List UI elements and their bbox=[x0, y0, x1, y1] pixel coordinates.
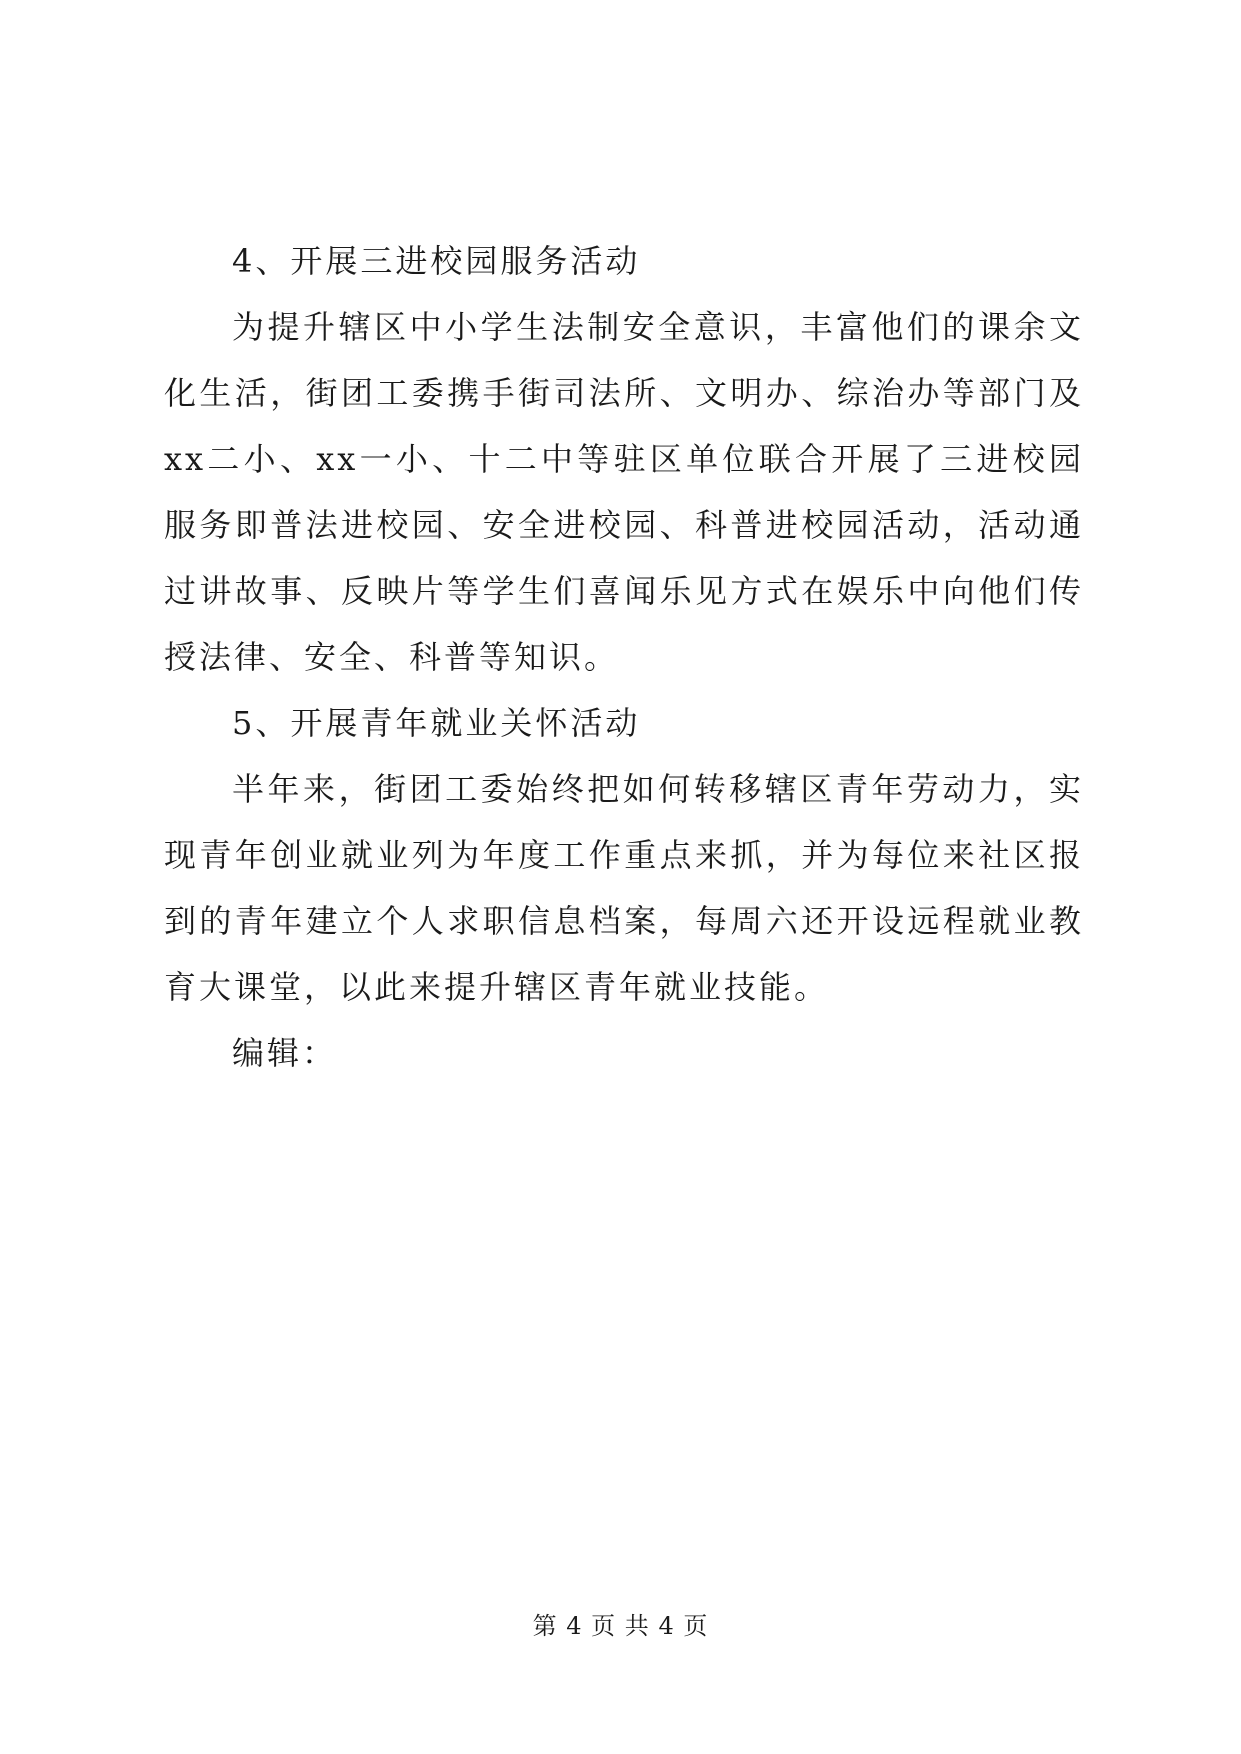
section-heading: 5、开展青年就业关怀活动 bbox=[232, 704, 641, 742]
section-heading: 4、开展三进校园服务活动 bbox=[232, 242, 641, 280]
section-paragraph: 半年来，街团工委始终把如何转移辖区青年劳动力，实现青年创业就业列为年度工作重点来抓，并为每位来社区报到的青年建立个人求职信息档案，每周六还开设远程就业教育大课堂，以此来提升辖区青年就业技能。 bbox=[164, 770, 1084, 1006]
document-body bbox=[164, 228, 1084, 1086]
section-paragraph: 为提升辖区中小学生法制安全意识，丰富他们的课余文化生活，街团工委携手街司法所、文明办、综治办等部门及xx二小、xx一小、十二中等驻区单位联合开展了三进校园服务即普法进校园、安全进校园、科普进校园活动，活动通过讲故事、反映片等学生们喜闻乐见方式在娱乐中向他们传授法律、安全、科普等知识。 bbox=[164, 308, 1084, 676]
page-footer: 第 4 页 共 4 页 bbox=[532, 1612, 709, 1640]
section-4 bbox=[164, 228, 1084, 690]
editor-label: 编辑： bbox=[232, 1034, 338, 1072]
section-paragraph-container bbox=[164, 294, 1084, 690]
section-5 bbox=[164, 690, 1084, 1020]
section-paragraph-container bbox=[164, 756, 1084, 1020]
